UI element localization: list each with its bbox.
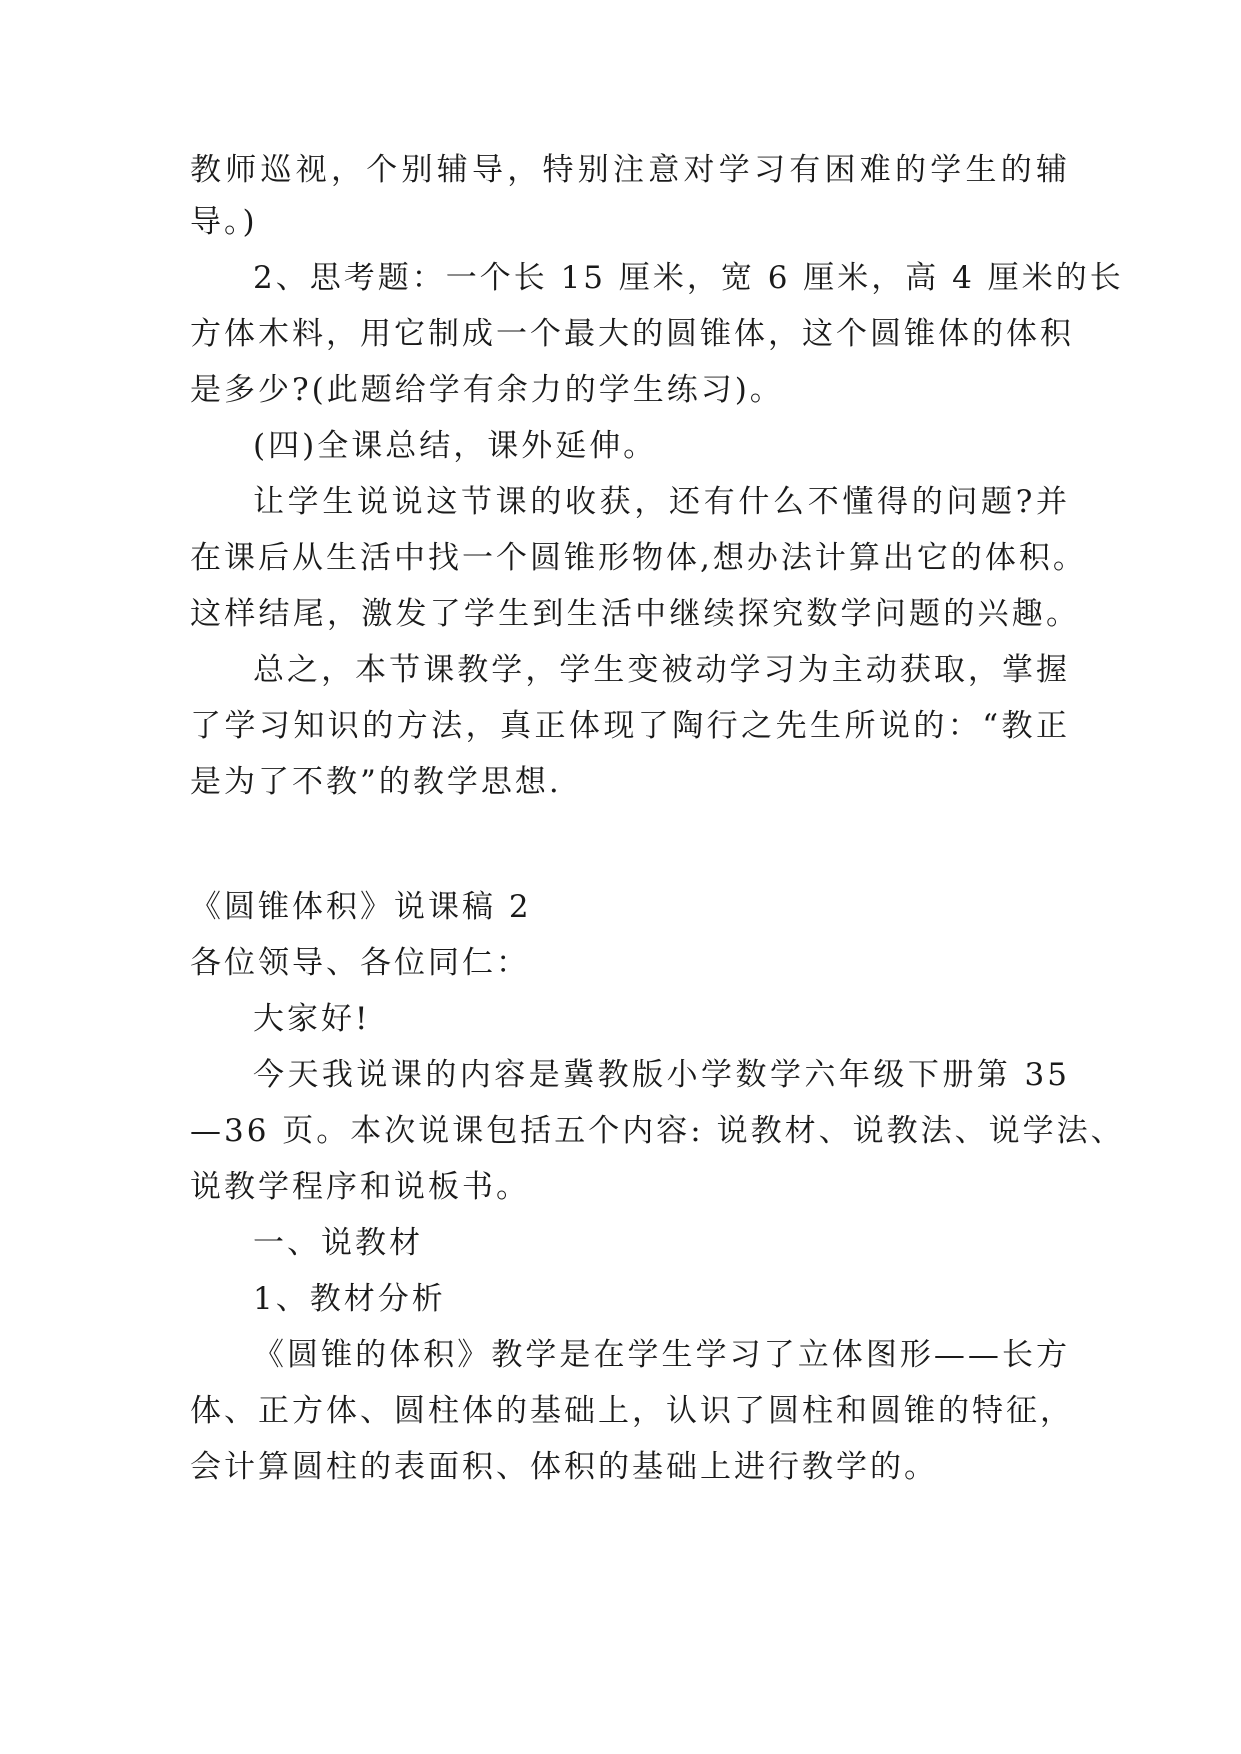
paragraph-line: 说教学程序和说板书。 (190, 1169, 530, 1205)
paragraph-line: 让学生说说这节课的收获，还有什么不懂得的问题?并 (253, 484, 1070, 520)
paragraph-line: 教师巡视，个别辅导，特别注意对学习有困难的学生的辅 (190, 152, 1070, 188)
paragraph-line: 2、思考题：一个长 15 厘米，宽 6 厘米，高 4 厘米的长 (253, 260, 1124, 296)
salutation: 各位领导、各位同仁： (190, 945, 530, 981)
paragraph-line: 体、正方体、圆柱体的基础上，认识了圆柱和圆锥的特征， (190, 1393, 1074, 1429)
paragraph-line: —36 页。本次说课包括五个内容: 说教材、说教法、说学法、 (190, 1113, 1125, 1149)
greeting: 大家好! (253, 1001, 371, 1037)
paragraph-line: 导。) (190, 204, 258, 240)
paragraph-line: 这样结尾，激发了学生到生活中继续探究数学问题的兴趣。 (190, 596, 1080, 632)
paragraph-line: 是为了不教”的教学思想. (190, 764, 562, 800)
paragraph-line: 今天我说课的内容是冀教版小学数学六年级下册第 35 (253, 1057, 1070, 1093)
paragraph-line: 是多少?(此题给学有余力的学生练习)。 (190, 372, 784, 408)
paragraph-line: 总之，本节课教学，学生变被动学习为主动获取，掌握 (253, 652, 1070, 688)
section-heading: 一、说教材 (253, 1225, 423, 1261)
subsection-heading: 1、教材分析 (253, 1281, 446, 1317)
paragraph-line: 《圆锥的体积》教学是在学生学习了立体图形——长方 (253, 1337, 1070, 1373)
paragraph-line: 会计算圆柱的表面积、体积的基础上进行教学的。 (190, 1449, 938, 1485)
paragraph-line: 了学习知识的方法，真正体现了陶行之先生所说的：“教正 (190, 708, 1070, 744)
document-title: 《圆锥体积》说课稿 2 (190, 889, 532, 925)
section-heading: (四)全课总结，课外延伸。 (253, 428, 658, 464)
paragraph-line: 在课后从生活中找一个圆锥形物体,想办法计算出它的体积。 (190, 540, 1087, 576)
paragraph-line: 方体木料，用它制成一个最大的圆锥体，这个圆锥体的体积 (190, 316, 1074, 352)
